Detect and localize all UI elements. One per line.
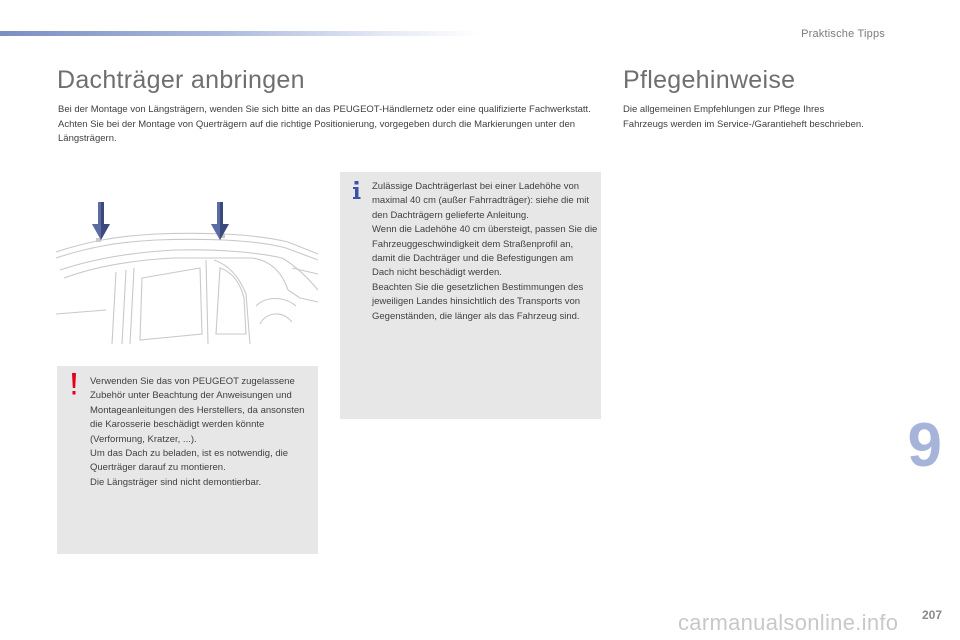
warning-box (57, 366, 318, 554)
page-number: 207 (921, 608, 942, 622)
watermark: carmanualsonline.info (678, 610, 899, 635)
page-title: Dachträger anbringen (57, 66, 305, 94)
header-accent-bar (0, 31, 480, 36)
care-paragraph: Die allgemeinen Empfehlungen zur Pflege Ihres Fahrzeugs werden im Service-/Garantieheft beschrieben. (623, 104, 864, 130)
section-label: Praktische Tipps (801, 28, 885, 40)
info-line: Beachten Sie die gesetzlichen Bestimmungen des jeweiligen Landes hinsichtlich des Transports von Gegenständen, die länger als das Fahrzeug sind. (372, 281, 584, 322)
intro-paragraph: Achten Sie bei der Montage von Querträgern auf die richtige Positionierung, vorgegeben durch die Markierungen unter den Längsträgern. (58, 118, 576, 145)
warning-line: Verwenden Sie das von PEUGEOT zugelassene Zubehör unter Beachtung der Anweisungen und Montageanleitungen des Herstellers, da ansonsten die Karosserie beschädigt werden könnte (Verformung, Kratzer, ...). (90, 376, 305, 445)
exclamation-icon (69, 372, 79, 396)
warning-line: Die Längsträger sind nicht demontierbar. (90, 476, 262, 488)
info-box (340, 172, 601, 419)
intro-paragraph: Bei der Montage von Längsträgern, wenden Sie sich bitte an das PEUGEOT-Händlernetz oder eine qualifizierte Fachwerkstatt. (58, 104, 591, 115)
info-icon (351, 180, 363, 200)
intro-text (58, 103, 603, 147)
car-roof-illustration (56, 194, 320, 354)
info-line: Wenn die Ladehöhe 40 cm übersteigt, passen Sie die Fahrzeuggeschwindigkeit dem Straßenprofil an, damit die Dachträger und die Befestigungen am Dach nicht beschädigt werden. (372, 224, 598, 279)
warning-line: Um das Dach zu beladen, ist es notwendig, die Querträger darauf zu montieren. (90, 448, 289, 474)
info-text (372, 180, 598, 324)
chapter-number: 9 (907, 411, 942, 480)
info-line: Zulässige Dachträgerlast bei einer Ladehöhe von maximal 40 cm (außer Fahrradträger): siehe die mit den Dachträgern gelieferte Anleitung. (372, 181, 589, 221)
care-text (623, 103, 868, 132)
arrow-down-icon (92, 202, 110, 240)
warning-text (90, 375, 310, 490)
care-title: Pflegehinweise (623, 66, 796, 94)
